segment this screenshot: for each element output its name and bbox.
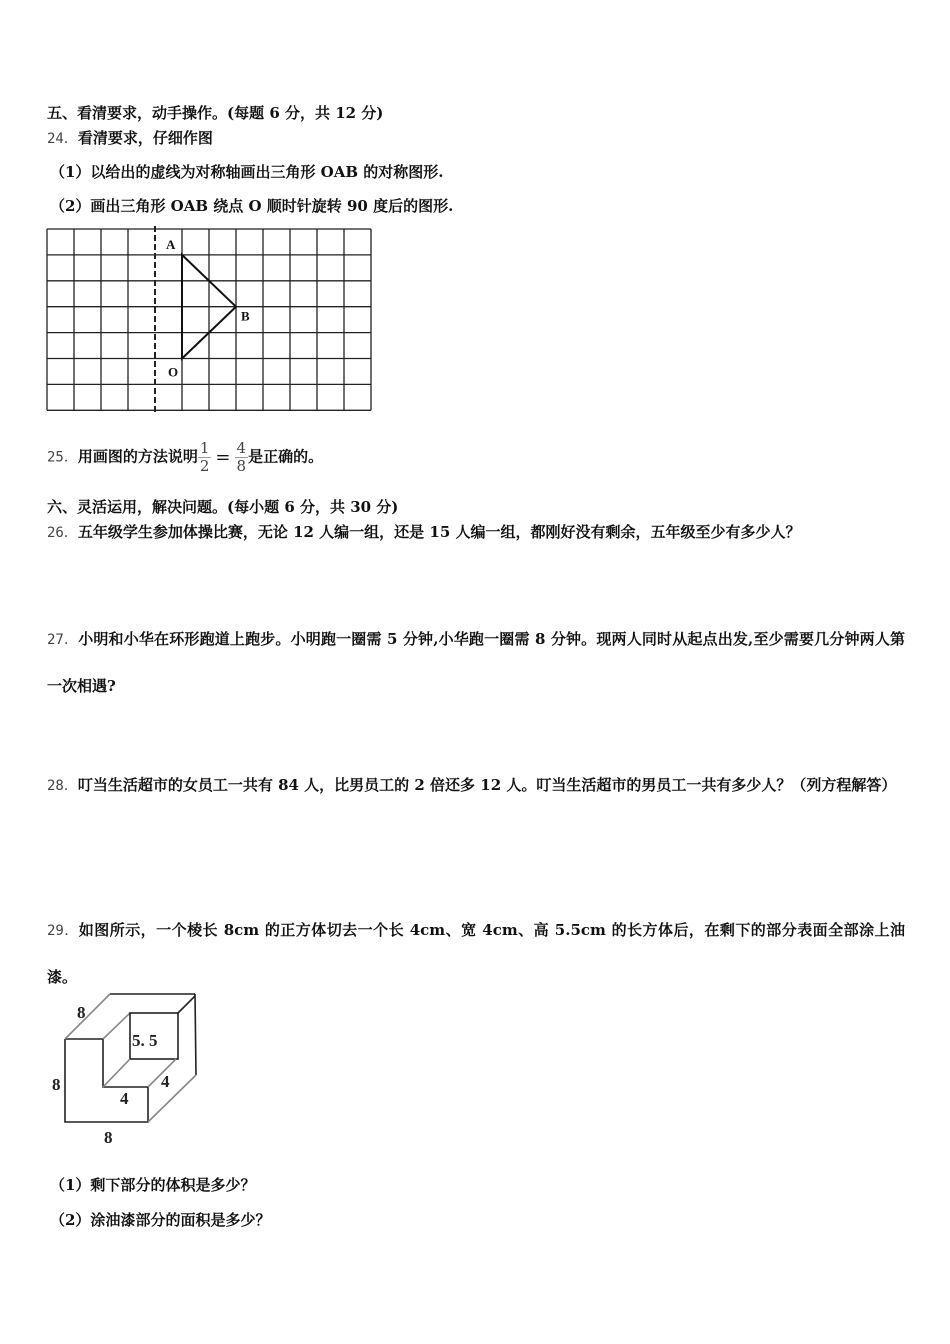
equals-sign: = [215, 447, 231, 468]
question-29-part-2: （2）涂油漆部分的面积是多少？ [50, 1211, 271, 1229]
numerator: 1 [199, 439, 210, 457]
question-text: 五年级学生参加体操比赛，无论 12 人编一组，还是 15 人编一组，都刚好没有剩余，五年级至少有多少人？ [77, 523, 801, 541]
cuboid-labels [52, 1003, 170, 1147]
question-number: 28． [47, 778, 78, 794]
question-number: 29． [47, 923, 79, 939]
section-five-title: 五、看清要求，动手操作。(每题 6 分，共 12 分) [47, 104, 384, 122]
label-inner-depth: 4 [161, 1072, 170, 1091]
question-number: 27． [47, 632, 79, 648]
fraction-one-half [198, 440, 212, 475]
section-six-title: 六、灵活运用，解决问题。(每小题 6 分，共 30 分) [47, 498, 399, 516]
edge [103, 1013, 130, 1039]
edge [148, 1075, 196, 1122]
denominator: 8 [236, 457, 247, 475]
grid-figure [47, 226, 371, 414]
question-text: 如图所示，一个棱长 8cm 的正方体切去一个长 4cm、宽 4cm、高 5.5cm 的长方体后，在剩下的部分表面全部涂上油漆。 [47, 921, 906, 986]
label-o: O [168, 364, 179, 380]
edge [103, 1059, 130, 1087]
question-text-end: 是正确的。 [248, 447, 324, 466]
numerator: 4 [236, 439, 247, 457]
question-text: 看清要求，仔细作图 [77, 129, 213, 147]
question-text: 用画图的方法说明 [77, 447, 198, 466]
denominator: 2 [199, 457, 210, 475]
label-inner-height: 5. 5 [132, 1031, 158, 1050]
edge [195, 994, 196, 1075]
question-26 [47, 521, 801, 542]
question-25 [47, 440, 323, 475]
label-a: A [166, 236, 176, 252]
question-24-part-1: （1）以给出的虚线为对称轴画出三角形 OAB 的对称图形. [50, 163, 444, 181]
label-left: 8 [52, 1075, 61, 1094]
label-bottom: 8 [104, 1128, 113, 1147]
question-27 [47, 616, 905, 709]
label-b: B [241, 308, 250, 324]
question-text: 小明和小华在环形跑道上跑步。小明跑一圈需 5 分钟,小华跑一圈需 8 分钟。现两人同时从起点出发,至少需要几分钟两人第一次相遇? [47, 630, 905, 695]
question-28 [47, 762, 905, 809]
question-number: 25． [47, 449, 78, 466]
fraction-four-eighths [235, 440, 249, 475]
question-number: 24． [47, 131, 78, 147]
front-face [65, 1039, 148, 1122]
question-29-part-1: （1）剩下部分的体积是多少？ [50, 1176, 256, 1194]
label-inner-width: 4 [120, 1089, 129, 1108]
label-top: 8 [77, 1003, 86, 1022]
question-number: 26． [47, 525, 78, 541]
question-text: 叮当生活超市的女员工一共有 84 人，比男员工的 2 倍还多 12 人。叮当生活超市的男员工一共有多少人？（列方程解答） [77, 776, 897, 794]
question-29 [47, 907, 905, 1000]
edge [65, 994, 110, 1039]
question-24-part-2: （2）画出三角形 OAB 绕点 O 顺时针旋转 90 度后的图形. [50, 197, 454, 215]
